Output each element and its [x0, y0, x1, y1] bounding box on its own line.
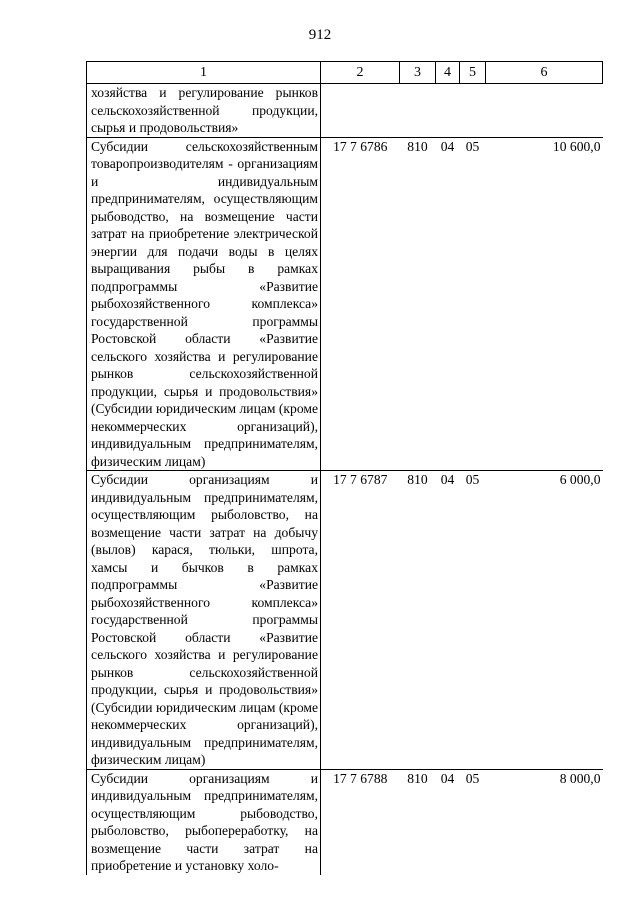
row-subsection: 05	[460, 769, 486, 875]
row-target-code	[321, 84, 400, 138]
header-col-2: 2	[321, 62, 400, 84]
table-row	[87, 769, 603, 875]
header-col-6: 6	[486, 62, 603, 84]
row-name: Субсидии организациям и индивидуальным предпринимателям, осуществляющим рыбоводство, рыболовство, рыбопереработку, на возмещение части затрат на приобретение и установку холо-	[87, 769, 321, 875]
table-row	[87, 471, 603, 770]
row-subsection	[460, 84, 486, 138]
header-col-3: 3	[400, 62, 436, 84]
row-section: 04	[436, 471, 460, 770]
row-name: хозяйства и регулирование рынков сельскохозяйственной продукции, сырья и продовольствия»	[87, 84, 321, 138]
row-target-code: 17 7 6787	[321, 471, 400, 770]
row-subsection: 05	[460, 137, 486, 471]
row-expense-type: 810	[400, 769, 436, 875]
header-col-4: 4	[436, 62, 460, 84]
row-subsection: 05	[460, 471, 486, 770]
row-amount	[486, 84, 603, 138]
row-target-code: 17 7 6786	[321, 137, 400, 471]
header-col-1: 1	[87, 62, 321, 84]
table-row	[87, 84, 603, 138]
row-amount: 8 000,0	[486, 769, 603, 875]
row-amount: 6 000,0	[486, 471, 603, 770]
row-name: Субсидии сельскохозяйственным товаропроизводителям - организациям и индивидуальным предпринимателям, осуществляющим рыбоводство, на возмещение части затрат на приобретение электрической энергии для подачи воды в целях выращивания рыбы в рамках подпрограммы «Развитие рыбохозяйственного комплекса» государственной программы Ростовской области «Развитие сельского хозяйства и регулирование рынков сельскохозяйственной продукции, сырья и продовольствия» (Субсидии юридическим лицам (кроме некоммерческих организаций), индивидуальным предпринимателям, физическим лицам)	[87, 137, 321, 471]
table-row	[87, 137, 603, 471]
page-number: 912	[308, 27, 332, 43]
row-name: Субсидии организациям и индивидуальным предпринимателям, осуществляющим рыболовство, на возмещение части затрат на добычу (вылов) карася, тюльки, шпрота, хамсы и бычков в рамках подпрограммы «Развитие рыбохозяйственного комплекса» государственной программы Ростовской области «Развитие сельского хозяйства и регулирование рынков сельскохозяйственной продукции, сырья и продовольствия» (Субсидии юридическим лицам (кроме некоммерческих организаций), индивидуальным предпринимателям, физическим лицам)	[87, 471, 321, 770]
row-section	[436, 84, 460, 138]
row-amount: 10 600,0	[486, 137, 603, 471]
row-target-code: 17 7 6788	[321, 769, 400, 875]
row-expense-type	[400, 84, 436, 138]
table-header	[87, 62, 603, 84]
row-section: 04	[436, 137, 460, 471]
budget-table	[86, 61, 603, 875]
row-expense-type: 810	[400, 471, 436, 770]
header-col-5: 5	[460, 62, 486, 84]
row-section: 04	[436, 769, 460, 875]
row-expense-type: 810	[400, 137, 436, 471]
